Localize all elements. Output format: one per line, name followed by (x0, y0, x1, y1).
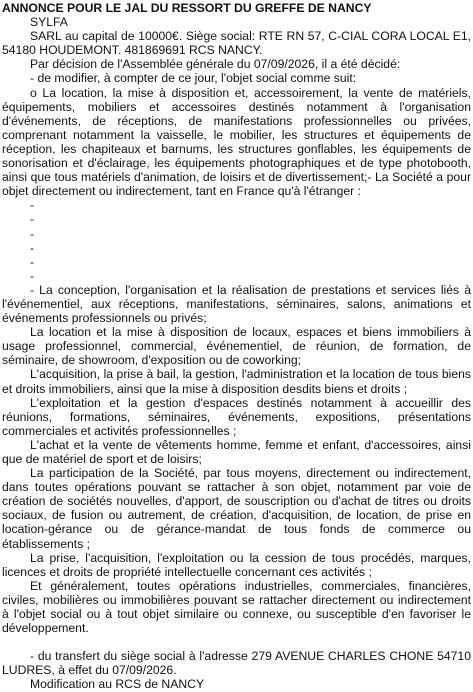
social-object-first: o La location, la mise à disposition et, accessoirement, la vente de matériels, équipements, mobiliers et accessoires destinés notamment à l'organisation d'événements, de réceptions, de manifestations professionnelles ou privées, comprenant notamment la vaisselle, le mobilier, les structures et équipements de réception, les chapiteaux et barnums, les structures gonflables, les équipements de sonorisation et d'éclairage, les équipements photographiques et de type photobooth, ainsi que tous matériels d'animation, de loisirs et de divertissement;- La Société a pour objet directement ou indirectement, tant en France qu'à l'étranger : (2, 85, 471, 199)
empty-bullet: - (30, 198, 35, 213)
modify-object-text: - de modifier, à compter de ce jour, l'objet social comme suit: (30, 71, 357, 86)
company-info: SARL au capital de 10000€. Siège social: RTE RN 57, C-CIAL CORA LOCAL E1, 54180 HOUDEMONT. 481869691 RCS NANCY. (2, 29, 471, 58)
empty-bullet: - (30, 268, 35, 283)
empty-bullet: - (30, 226, 35, 241)
object-paragraph: Et généralement, toutes opérations industrielles, commerciales, financières, civiles, mobilières ou immobilières pouvant se rattacher directement ou indirectement à l'objet social ou à tout objet similaire ou connexe, ou susceptible d'en favoriser le développement. (2, 578, 471, 636)
object-paragraph: La prise, l'acquisition, l'exploitation ou la cession de tous procédés, marques, licences et droits de propriété intellectuelle concernant ces activités ; (2, 550, 471, 579)
empty-bullet: - (30, 212, 35, 227)
object-paragraph: L'achat et la vente de vêtements homme, femme et enfant, d'accessoires, ainsi que de matériel de sport et de loisirs; (2, 437, 471, 466)
object-paragraph: L'acquisition, la prise à bail, la gestion, l'administration et la location de tous biens et droits immobiliers, ainsi que la mise à disposition desdits biens et droits ; (2, 367, 471, 396)
object-paragraph: La participation de la Société, par tous moyens, directement ou indirectement, dans toutes opérations pouvant se rattacher à son objet, notamment par voie de création de sociétés nouvelles, d'apport, de souscription ou d'achat de titres ou droits sociaux, de fusion ou autrement, de création, d'acquisition, de location, de prise en location-gérance ou de gérance-mandat de tous fonds de commerce ou établissements ; (2, 466, 471, 551)
rcs-modification: Modification au RCS de NANCY (30, 677, 205, 692)
empty-bullet: - (30, 254, 35, 269)
object-paragraph: La location et la mise à disposition de locaux, espaces et biens immobiliers à usage professionnel, commercial, événementiel, de réunion, de formation, de séminaire, de showroom, d'exposition ou de coworking; (2, 325, 471, 368)
blank-line (2, 635, 471, 649)
empty-bullet: - (30, 240, 35, 255)
company-name: SYLFA (30, 15, 68, 30)
notice-title: ANNONCE POUR LE JAL DU RESSORT DU GREFFE DE NANCY (2, 1, 372, 15)
decision-text: Par décision de l'Assemblée générale du 07/09/2026, il a été décidé: (30, 57, 401, 72)
transfer-paragraph: - du transfert du siège social à l'adresse 279 AVENUE CHARLES CHONE 54710 LUDRES, à effet du 07/09/2026. (2, 649, 471, 678)
object-paragraph: L'exploitation et la gestion d'espaces destinés notamment à accueillir des réunions, formations, séminaires, événements, expositions, présentations commerciales et activités professionnelles ; (2, 395, 471, 438)
conception-paragraph: - La conception, l'organisation et la réalisation de prestations et services liés à l'événementiel, aux réceptions, manifestations, séminaires, salons, animations et événements professionnels ou privés; (2, 282, 471, 326)
